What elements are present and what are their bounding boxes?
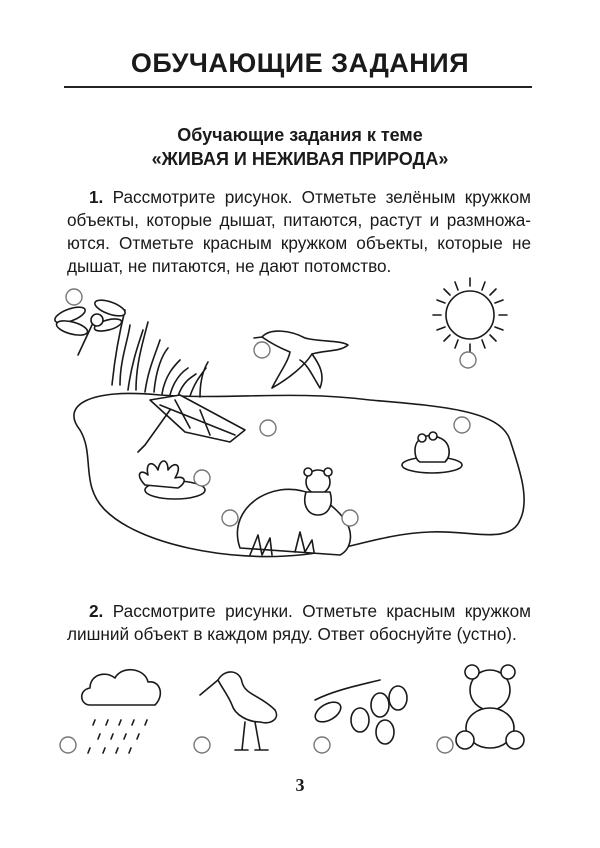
section-title-line2: «ЖИВАЯ И НЕЖИВАЯ ПРИРОДА» xyxy=(151,149,449,169)
teddy-bear-icon xyxy=(304,468,332,515)
task-1 xyxy=(67,186,531,278)
task-1-number: 1. xyxy=(89,187,104,207)
answer-circle[interactable] xyxy=(314,737,330,753)
odd-one-out-row xyxy=(60,650,540,770)
answer-circle[interactable] xyxy=(437,737,453,753)
task-2-text: Рассмотрите рисунки. Отметьте красным кружком лишний объект в каждом ряду. Ответ обоснуйте (устно). xyxy=(67,601,531,644)
answer-circle[interactable] xyxy=(254,342,270,358)
page-header-title: ОБУЧАЮЩИЕ ЗАДАНИЯ xyxy=(130,48,470,78)
answer-circle[interactable] xyxy=(194,470,210,486)
task-2-number: 2. xyxy=(89,601,104,621)
answer-circle[interactable] xyxy=(194,737,210,753)
answer-circle[interactable] xyxy=(222,510,238,526)
stork-icon xyxy=(200,672,277,750)
answer-circle[interactable] xyxy=(454,417,470,433)
answer-circle[interactable] xyxy=(260,420,276,436)
task-2 xyxy=(67,600,531,646)
reeds-icon xyxy=(112,310,208,397)
answer-circle[interactable] xyxy=(60,737,76,753)
raspberry-branch-icon xyxy=(312,680,407,744)
page-number: 3 xyxy=(295,775,305,795)
rain-cloud-icon xyxy=(82,670,161,753)
pond-scene xyxy=(50,270,550,590)
header-divider xyxy=(64,86,532,88)
dragonfly-icon xyxy=(53,297,127,355)
answer-circle[interactable] xyxy=(460,352,476,368)
teddy-bear-icon xyxy=(456,665,524,749)
sun-icon xyxy=(433,278,507,352)
goose-icon xyxy=(254,331,348,388)
section-title-line1: Обучающие задания к теме xyxy=(177,125,423,145)
section-title xyxy=(0,123,600,171)
answer-circle[interactable] xyxy=(342,510,358,526)
task-1-text: Рассмотрите рисунок. Отметьте зелёным кружком объекты, которые дышат, питаются, растут и размножа-ются. Отметьте красным кружком объекты, которые не дышат, не питаются, не дают потомство. xyxy=(67,187,532,276)
answer-circle[interactable] xyxy=(66,289,82,305)
